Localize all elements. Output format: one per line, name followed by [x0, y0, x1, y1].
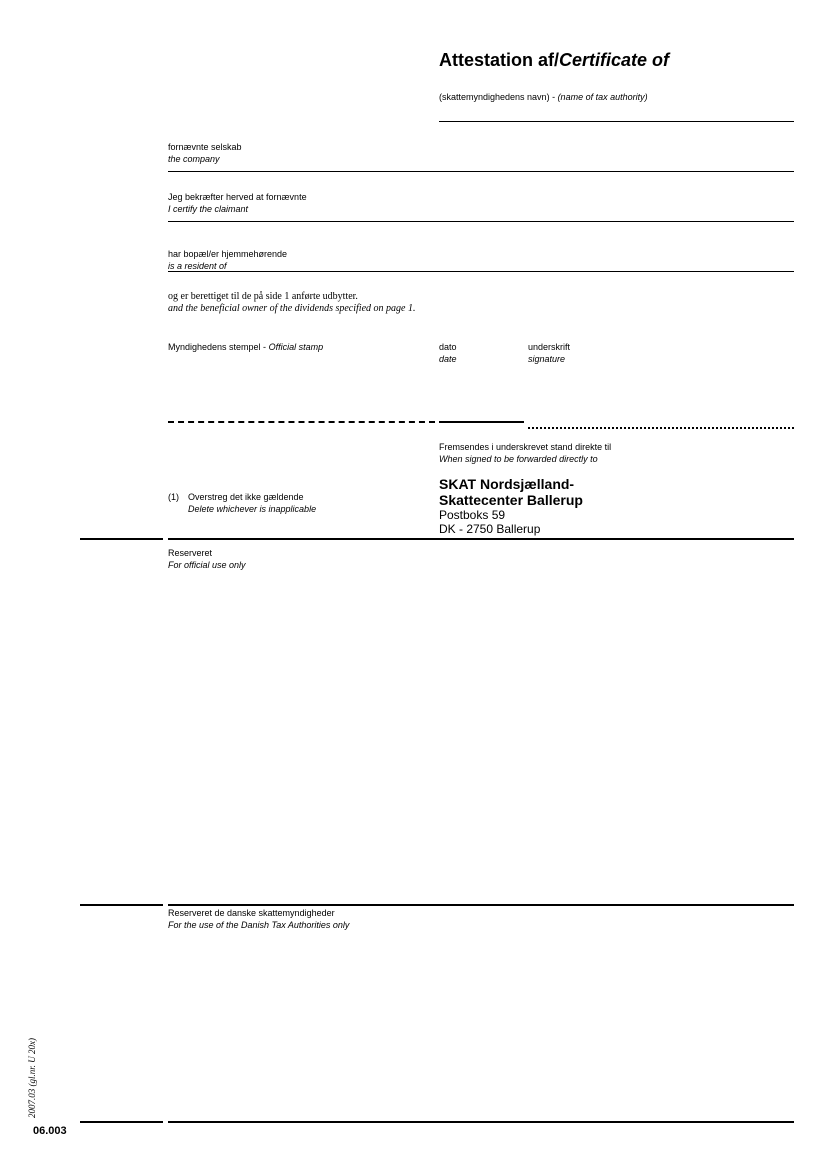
reserved-label-en: For official use only [168, 560, 246, 570]
beneficial-owner-statement [168, 291, 415, 315]
resident-field[interactable] [168, 271, 794, 272]
danish-authorities-label-da: Reserveret de danske skattemyndigheder [168, 908, 335, 918]
footnote-text-en: Delete whichever is inapplicable [188, 504, 317, 514]
company-label [168, 141, 242, 165]
margin-divider [80, 538, 163, 540]
bottom-divider [168, 1121, 794, 1123]
signature-label-da: underskrift [528, 342, 571, 352]
footnote-number: (1) [168, 492, 179, 502]
section-divider [168, 904, 794, 906]
resident-label-da: har bopæl/er hjemmehørende [168, 249, 288, 259]
reserved-label-da: Reserveret [168, 548, 213, 558]
statement-en: and the beneficial owner of the dividends specified on page 1. [168, 303, 416, 314]
form-title-italic: Certificate of [559, 50, 670, 70]
bottom-margin-divider [80, 1121, 163, 1123]
danish-authorities-label [168, 907, 349, 931]
claimant-label-da: Jeg bekræfter herved at fornævnte [168, 192, 307, 202]
tax-authority-label [439, 91, 648, 103]
tax-authority-field[interactable] [439, 121, 794, 122]
danish-authorities-label-en: For the use of the Danish Tax Authorities only [168, 920, 350, 930]
date-label [439, 341, 457, 365]
date-label-en: date [439, 354, 457, 364]
form-number: 06.003 [33, 1125, 67, 1137]
official-stamp-label [168, 341, 323, 353]
claimant-field[interactable] [168, 221, 794, 222]
signature-label-en: signature [528, 354, 566, 364]
footnote-text-da: Overstreg det ikke gældende [188, 492, 304, 502]
tax-authority-label-en: (name of tax authority) [557, 92, 648, 102]
claimant-label [168, 191, 307, 215]
section-divider [168, 538, 794, 540]
footnote-text [188, 491, 316, 515]
signature-field[interactable] [528, 427, 794, 429]
address-line-4: DK - 2750 Ballerup [439, 522, 541, 536]
address-line-3: Postboks 59 [439, 508, 506, 522]
signature-label [528, 341, 570, 365]
resident-label-en: is a resident of [168, 261, 227, 271]
date-label-da: dato [439, 342, 457, 352]
statement-da: og er berettiget til de på side 1 anførte udbytter. [168, 291, 358, 302]
company-field[interactable] [168, 171, 794, 172]
forward-instruction-da: Fremsendes i underskrevet stand direkte til [439, 442, 612, 452]
company-label-da: fornævnte selskab [168, 142, 242, 152]
claimant-label-en: I certify the claimant [168, 204, 249, 214]
stamp-label-en: Official stamp [268, 342, 324, 352]
address-line-1: SKAT Nordsjælland- [439, 476, 575, 492]
margin-divider [80, 904, 163, 906]
mailing-address [439, 476, 583, 536]
tax-authority-label-da: (skattemyndighedens navn) - [439, 92, 558, 102]
company-label-en: the company [168, 154, 220, 164]
form-title [439, 50, 669, 71]
resident-label [168, 248, 287, 272]
forward-instruction-en: When signed to be forwarded directly to [439, 454, 598, 464]
side-code: 2007.03 (gl.nr. U 20x) [27, 1038, 37, 1118]
stamp-label-da: Myndighedens stempel - [168, 342, 269, 352]
date-field[interactable] [439, 421, 524, 423]
official-stamp-field[interactable] [168, 421, 435, 423]
address-line-2: Skattecenter Ballerup [439, 492, 583, 508]
form-title-prefix: Attestation af/ [439, 50, 560, 70]
reserved-label [168, 547, 246, 571]
forward-instruction [439, 441, 611, 465]
